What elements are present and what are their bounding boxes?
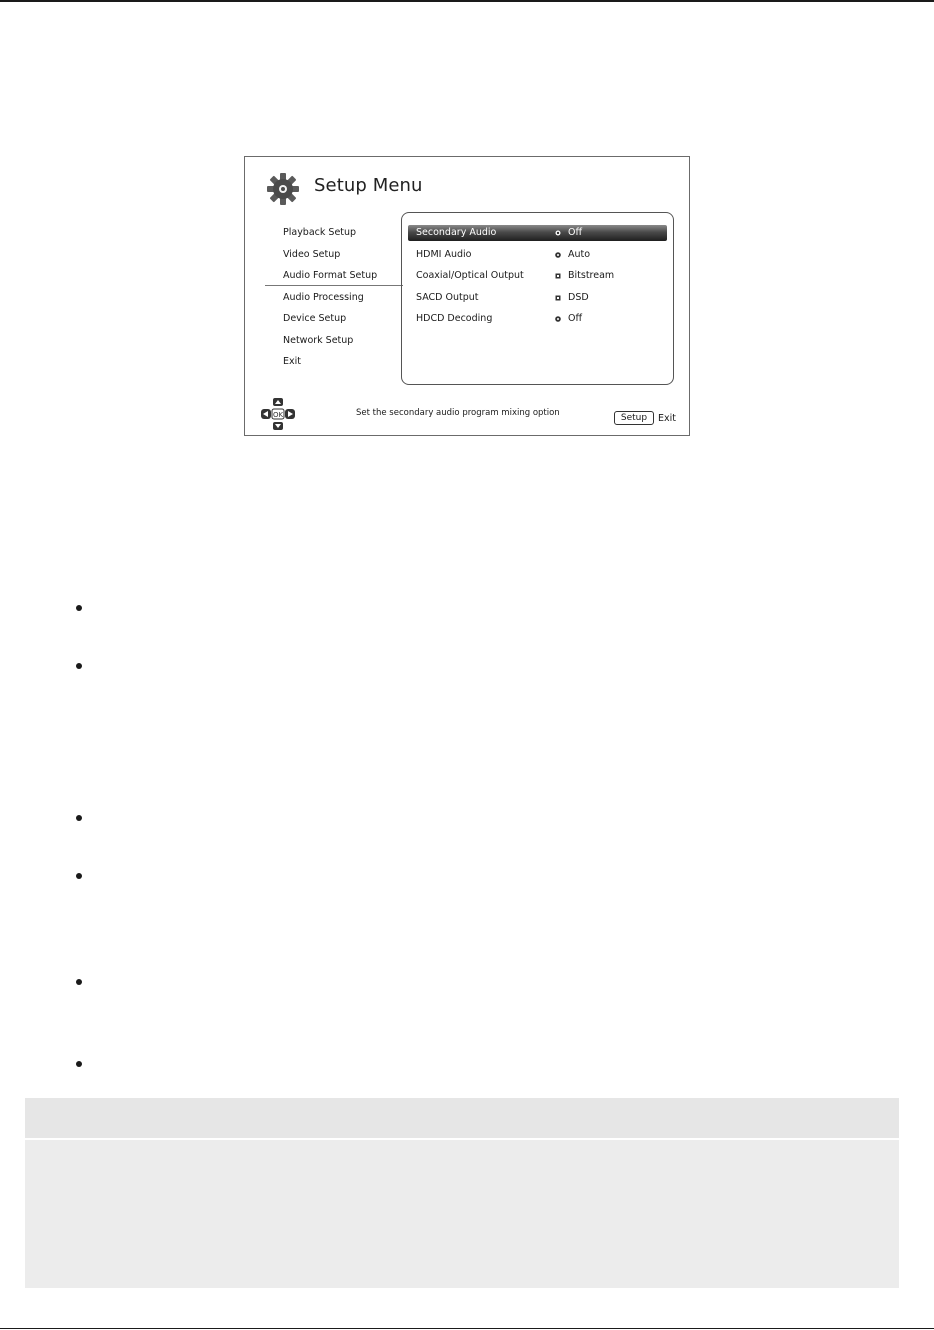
gear-bullet-icon: [555, 252, 561, 258]
square-bullet-icon: [555, 273, 561, 279]
dpad-ok-icon: [260, 398, 296, 430]
list-bullet: [76, 815, 82, 821]
setting-value: DSD: [568, 292, 589, 303]
note-box-body: [25, 1140, 899, 1288]
setting-row-hdcd-decoding[interactable]: [408, 311, 667, 327]
setting-value: Bitstream: [568, 270, 615, 281]
setting-value: Off: [568, 227, 583, 238]
setup-menu-screen: [244, 156, 690, 436]
list-bullet: [76, 873, 82, 879]
gear-icon: [265, 172, 301, 206]
bottom-rule: [0, 1328, 934, 1329]
left-menu-item-exit[interactable]: Exit: [283, 356, 301, 367]
setup-button[interactable]: Setup: [614, 411, 654, 425]
setting-label: HDCD Decoding: [416, 313, 493, 324]
square-bullet-icon: [555, 295, 561, 301]
setting-label: Coaxial/Optical Output: [416, 270, 524, 281]
left-menu-item-playback-setup[interactable]: Playback Setup: [283, 227, 357, 238]
setting-row-secondary-audio[interactable]: [408, 225, 667, 241]
note-box-header: [25, 1098, 899, 1138]
left-menu-item-audio-processing[interactable]: Audio Processing: [283, 292, 364, 303]
list-bullet: [76, 1061, 82, 1067]
setting-row-coaxial-optical-output[interactable]: [408, 268, 667, 284]
left-menu-item-video-setup[interactable]: Video Setup: [283, 249, 341, 260]
left-menu-item-network-setup[interactable]: Network Setup: [283, 335, 354, 346]
setting-row-sacd-output[interactable]: [408, 290, 667, 306]
dpad-ok-label: OK: [272, 411, 284, 419]
list-bullet: [76, 663, 82, 669]
active-item-underline: [265, 285, 403, 286]
list-bullet: [76, 605, 82, 611]
setting-label: HDMI Audio: [416, 249, 472, 260]
exit-label: Exit: [658, 413, 676, 424]
setting-value: Off: [568, 313, 583, 324]
settings-panel: [401, 212, 674, 385]
menu-title: Setup Menu: [314, 175, 423, 196]
left-menu-item-audio-format-setup[interactable]: Audio Format Setup: [283, 270, 378, 281]
setting-label: SACD Output: [416, 292, 479, 303]
hint-text: Set the secondary audio program mixing option: [356, 408, 560, 418]
list-bullet: [76, 979, 82, 985]
left-menu-item-device-setup[interactable]: Device Setup: [283, 313, 347, 324]
setting-value: Auto: [568, 249, 591, 260]
setting-row-hdmi-audio[interactable]: [408, 247, 667, 263]
setting-label: Secondary Audio: [416, 227, 497, 238]
gear-bullet-icon: [555, 316, 561, 322]
radio-dot-icon: [555, 230, 561, 236]
top-rule: [0, 0, 934, 2]
